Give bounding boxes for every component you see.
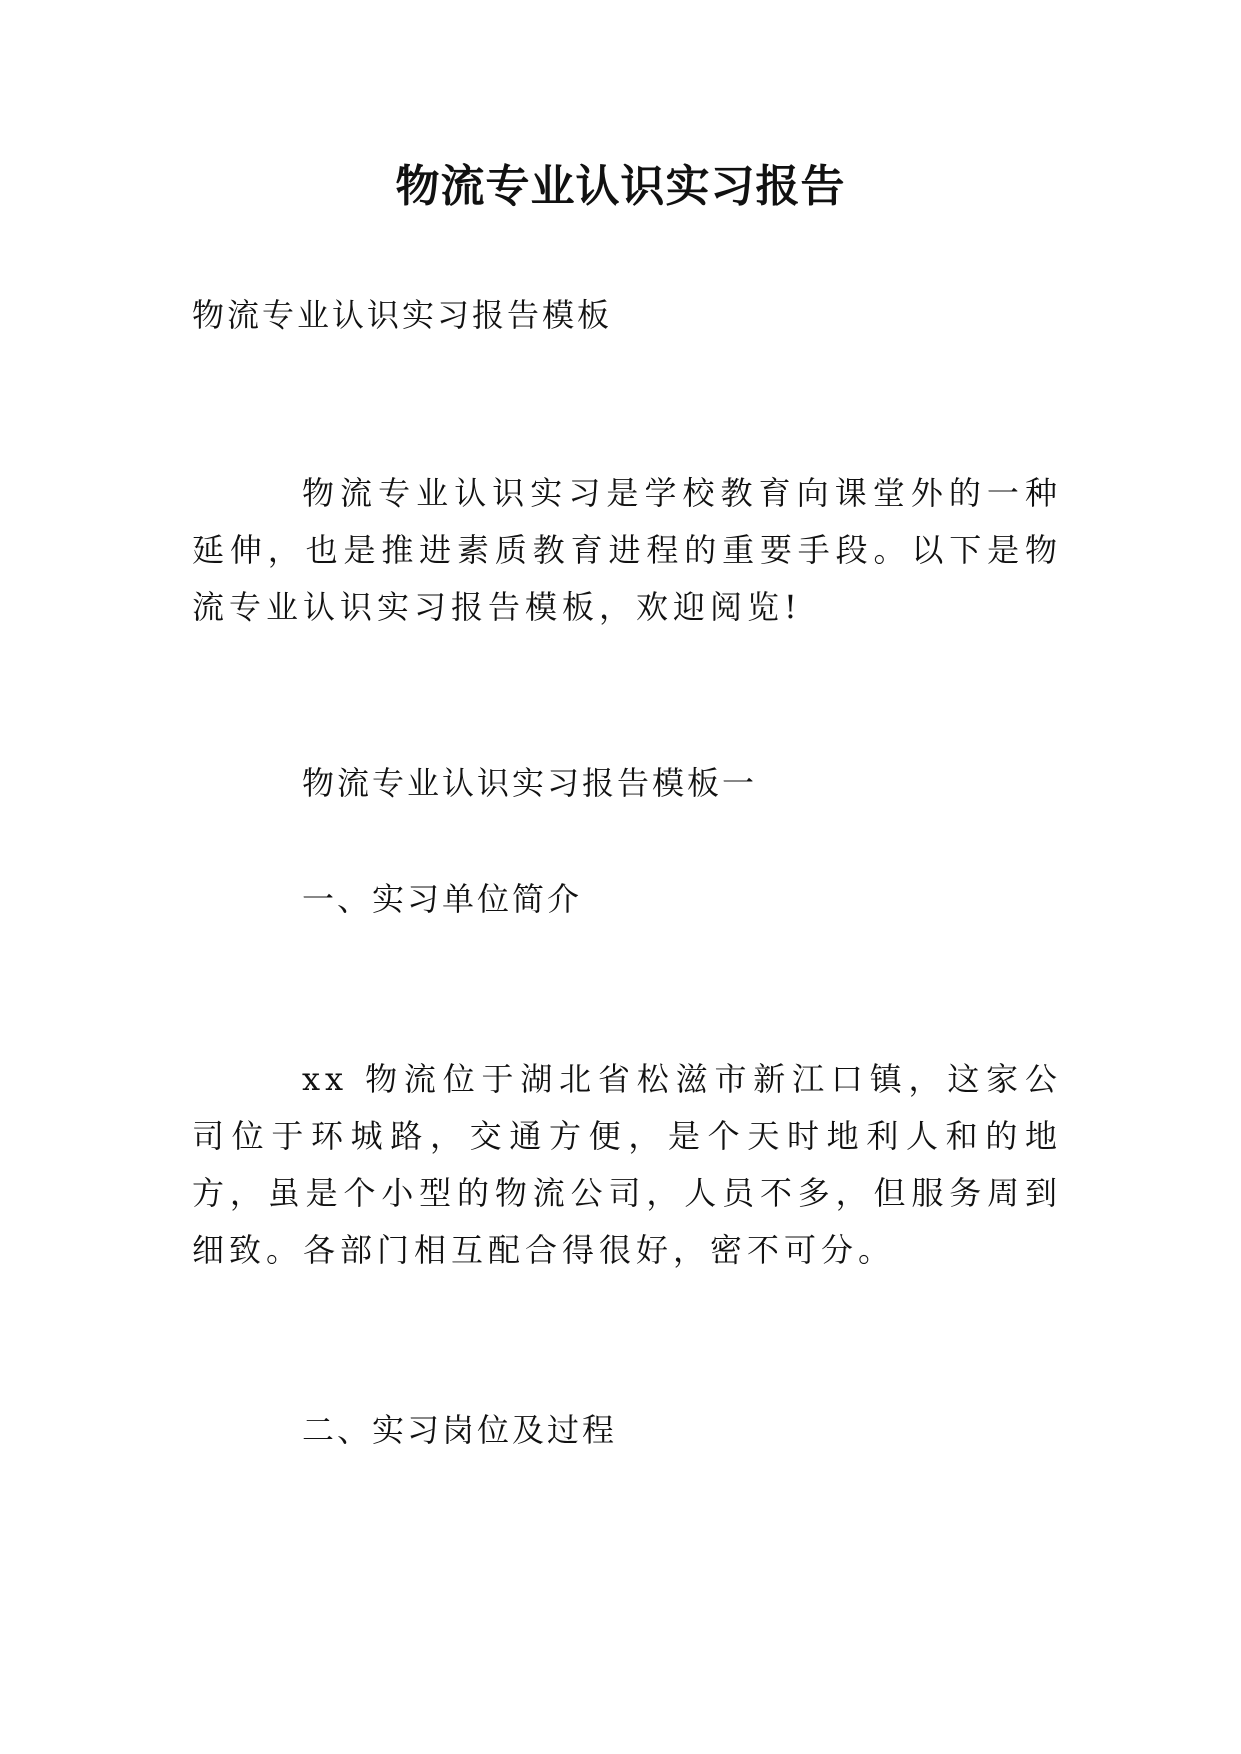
company-paragraph: xx 物流位于湖北省松滋市新江口镇，这家公司位于环城路，交通方便，是个天时地利人和的地方，虽是个小型的物流公司，人员不多，但服务周到细致。各部门相互配合得很好，密不可分。 xyxy=(192,1060,1062,1269)
section-heading-1: 一、实习单位简介 xyxy=(302,880,583,918)
template-heading: 物流专业认识实习报告模板一 xyxy=(302,764,758,802)
intro-paragraph: 物流专业认识实习是学校教育向课堂外的一种延伸，也是推进素质教育进程的重要手段。以下是物流专业认识实习报告模板，欢迎阅览! xyxy=(192,474,1062,626)
section-heading-2: 二、实习岗位及过程 xyxy=(302,1411,618,1449)
document-title: 物流专业认识实习报告 xyxy=(395,161,846,212)
document-subtitle: 物流专业认识实习报告模板 xyxy=(192,296,613,334)
